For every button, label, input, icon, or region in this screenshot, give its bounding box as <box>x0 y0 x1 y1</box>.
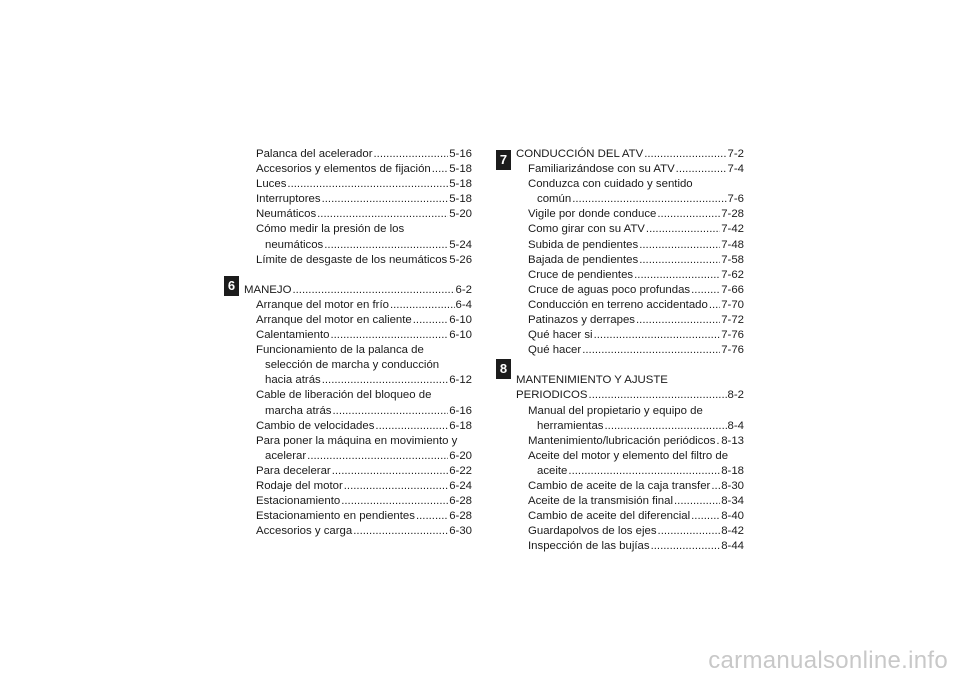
toc-entry[interactable]: hacia atrás ..... 6-12 <box>244 373 472 388</box>
toc-left-column <box>244 147 472 539</box>
toc-entry-line: Cómo medir la presión de los <box>256 223 405 236</box>
toc-entry[interactable]: Cambio de aceite de la caja transfer ..... 8-30 <box>516 479 744 494</box>
toc-entry[interactable]: Qué hacer ..... 7-76 <box>516 343 744 358</box>
toc-section-6[interactable]: MANEJO ..... 6-2 <box>244 283 472 298</box>
toc-entry[interactable]: Patinazos y derrapes ..... 7-72 <box>516 313 744 328</box>
toc-entry[interactable]: Luces ..... 5-18 <box>244 177 472 192</box>
toc-entry-line: Funcionamiento de la palanca de <box>256 344 424 357</box>
toc-entry[interactable]: Qué hacer si ..... 7-76 <box>516 328 744 343</box>
toc-right-column <box>516 147 744 554</box>
toc-entry[interactable]: Mantenimiento/lubricación periódicos ..... 8-13 <box>516 434 744 449</box>
toc-entry[interactable]: Cambio de aceite del diferencial ..... 8-40 <box>516 509 744 524</box>
toc-entry[interactable]: Inspección de las bujías ..... 8-44 <box>516 539 744 554</box>
chapter-tab-6: 6 <box>224 276 239 296</box>
toc-entry-line: Aceite del motor y elemento del filtro de <box>528 449 729 462</box>
toc-entry[interactable]: aceite ..... 8-18 <box>516 464 744 479</box>
toc-section-7[interactable]: CONDUCCIÓN DEL ATV ..... 7-2 <box>516 147 744 162</box>
toc-entry[interactable]: Estacionamiento ..... 6-28 <box>244 494 472 509</box>
toc-entry[interactable]: Estacionamiento en pendientes ..... 6-28 <box>244 509 472 524</box>
toc-entry[interactable]: Calentamiento ..... 6-10 <box>244 328 472 343</box>
toc-entry[interactable]: Vigile por donde conduce ..... 7-28 <box>516 207 744 222</box>
toc-entry[interactable]: Guardapolvos de los ejes ..... 8-42 <box>516 524 744 539</box>
toc-entry-line: Para poner la máquina en movimiento y <box>256 434 458 447</box>
toc-entry[interactable]: Arranque del motor en frío ..... 6-4 <box>244 298 472 313</box>
toc-entry[interactable]: Rodaje del motor ..... 6-24 <box>244 479 472 494</box>
toc-entry-line: selección de marcha y conducción <box>265 359 440 372</box>
toc-entry[interactable]: herramientas ..... 8-4 <box>516 419 744 434</box>
toc-entry[interactable]: Cambio de velocidades ..... 6-18 <box>244 419 472 434</box>
toc-entry-line: Manual del propietario y equipo de <box>528 404 703 417</box>
toc-entry[interactable]: Arranque del motor en caliente ..... 6-10 <box>244 313 472 328</box>
toc-entry[interactable]: Conducción en terreno accidentado ..... 7-70 <box>516 298 744 313</box>
chapter-tab-8: 8 <box>496 359 511 379</box>
toc-entry[interactable]: Accesorios y elementos de fijación ..... 5-18 <box>244 162 472 177</box>
toc-entry[interactable]: Bajada de pendientes ..... 7-58 <box>516 253 744 268</box>
toc-entry[interactable]: marcha atrás ..... 6-16 <box>244 404 472 419</box>
toc-entry-line: Cable de liberación del bloqueo de <box>256 389 432 402</box>
toc-entry[interactable]: acelerar ..... 6-20 <box>244 449 472 464</box>
toc-entry-line: Conduzca con cuidado y sentido <box>528 178 693 191</box>
toc-entry[interactable]: Familiarizándose con su ATV ..... 7-4 <box>516 162 744 177</box>
toc-entry[interactable]: Cruce de aguas poco profundas ..... 7-66 <box>516 283 744 298</box>
toc-entry[interactable]: Cruce de pendientes ..... 7-62 <box>516 268 744 283</box>
toc-entry[interactable]: Palanca del acelerador ..... 5-16 <box>244 147 472 162</box>
toc-entry[interactable]: Neumáticos ..... 5-20 <box>244 207 472 222</box>
toc-section-8[interactable]: PERIODICOS ..... 8-2 <box>516 388 744 403</box>
toc-entry[interactable]: Para decelerar ..... 6-22 <box>244 464 472 479</box>
toc-entry[interactable]: Accesorios y carga ..... 6-30 <box>244 524 472 539</box>
watermark: carmanualsonline.info <box>708 647 948 674</box>
toc-entry[interactable]: neumáticos ..... 5-24 <box>244 238 472 253</box>
toc-entry[interactable]: Como girar con su ATV ..... 7-42 <box>516 222 744 237</box>
toc-entry[interactable]: Límite de desgaste de los neumáticos 5-26 <box>256 253 473 266</box>
toc-entry[interactable]: Subida de pendientes ..... 7-48 <box>516 238 744 253</box>
chapter-tab-7: 7 <box>496 150 511 170</box>
toc-entry[interactable]: Interruptores ..... 5-18 <box>244 192 472 207</box>
toc-section-8-line: MANTENIMIENTO Y AJUSTE <box>516 374 668 387</box>
toc-entry[interactable]: común ..... 7-6 <box>516 192 744 207</box>
toc-entry[interactable]: Aceite de la transmisión final ..... 8-34 <box>516 494 744 509</box>
